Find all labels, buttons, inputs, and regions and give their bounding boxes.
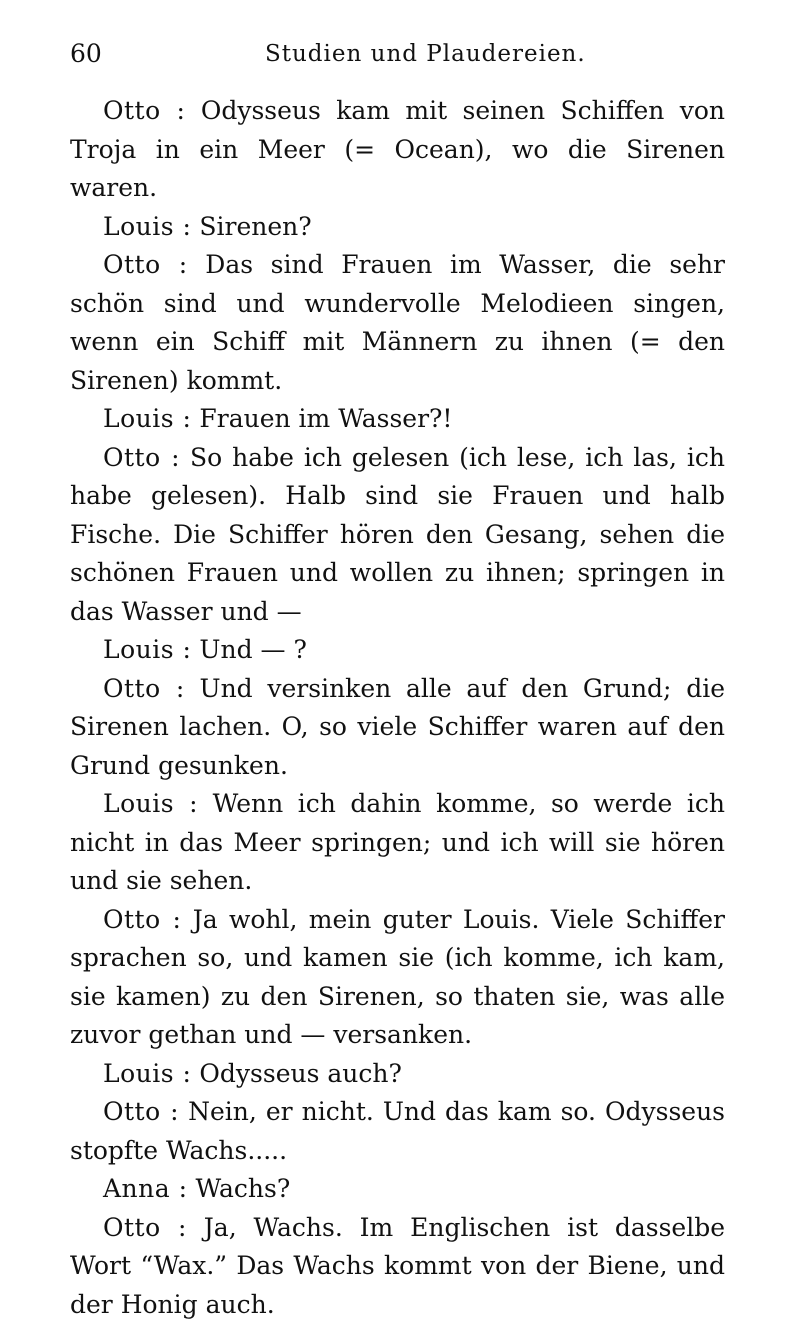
dialogue-paragraph xyxy=(70,208,725,247)
running-head xyxy=(70,36,725,72)
paragraph-text: Wenn ich dahin komme, so werde ich nicht in das Meer springen; und ich will sie hören und sie sehen. xyxy=(70,789,725,895)
dialogue-paragraph xyxy=(70,1055,725,1094)
paragraph-text: Ja, Wachs. Im Englischen ist dasselbe Wort “Wax.” Das Wachs kommt von der Biene, und der Honig auch. xyxy=(70,1213,725,1319)
paragraph-text: Und versinken alle auf den Grund; die Sirenen lachen. O, so viele Schiffer waren auf den Grund gesunken. xyxy=(70,674,725,780)
dialogue-paragraph xyxy=(70,400,725,439)
speaker-name: Louis : xyxy=(103,1059,191,1088)
paragraph-text: Wachs? xyxy=(195,1174,290,1203)
paragraph-text: Nein, er nicht. Und das kam so. Odysseus stopfte Wachs..... xyxy=(70,1097,725,1165)
speaker-name: Otto : xyxy=(103,905,181,934)
paragraph-text: Ja wohl, mein guter Louis. Viele Schiffer sprachen so, und kamen sie (ich komme, ich kam, sie kamen) zu den Sirenen, so thaten sie, was alle zuvor gethan und — versanken. xyxy=(70,905,725,1050)
speaker-name: Otto : xyxy=(103,443,180,472)
dialogue-paragraph xyxy=(70,670,725,786)
speaker-name: Louis : xyxy=(103,404,191,433)
speaker-name: Louis : xyxy=(103,212,191,241)
dialogue-paragraph xyxy=(70,631,725,670)
speaker-name: Louis : xyxy=(103,789,198,818)
paragraph-text: Frauen im Wasser?! xyxy=(199,404,452,433)
dialogue-text xyxy=(70,92,725,1324)
speaker-name: Otto : xyxy=(103,674,185,703)
speaker-name: Otto : xyxy=(103,1213,187,1242)
speaker-name: Otto : xyxy=(103,1097,179,1126)
paragraph-text: Odysseus kam mit seinen Schiffen von Troja in ein Meer (= Ocean), wo die Sirenen waren. xyxy=(70,96,725,202)
paragraph-text: So habe ich gelesen (ich lese, ich las, ich habe gelesen). Halb sind sie Frauen und halb Fische. Die Schiffer hören den Gesang, sehen die schönen Frauen und wollen zu ihnen; springen in das Wasser und — xyxy=(70,443,725,626)
paragraph-text: Und — ? xyxy=(199,635,306,664)
speaker-name: Otto : xyxy=(103,96,185,125)
dialogue-paragraph xyxy=(70,246,725,400)
dialogue-paragraph xyxy=(70,439,725,632)
speaker-name: Louis : xyxy=(103,635,191,664)
dialogue-paragraph xyxy=(70,92,725,208)
paragraph-text: Sirenen? xyxy=(199,212,311,241)
paragraph-text: Odysseus auch? xyxy=(199,1059,401,1088)
dialogue-paragraph xyxy=(70,1170,725,1209)
paragraph-text: Das sind Frauen im Wasser, die sehr schön sind und wundervolle Melodieen singen, wenn ein Schiff mit Männern zu ihnen (= den Sirenen) kommt. xyxy=(70,250,725,395)
dialogue-paragraph xyxy=(70,1093,725,1170)
dialogue-paragraph xyxy=(70,901,725,1055)
dialogue-paragraph xyxy=(70,1209,725,1324)
running-title: Studien und Plaudereien. xyxy=(265,36,586,72)
dialogue-paragraph xyxy=(70,785,725,901)
speaker-name: Anna : xyxy=(103,1174,188,1203)
page-number: 60 xyxy=(70,36,102,72)
speaker-name: Otto : xyxy=(103,250,188,279)
